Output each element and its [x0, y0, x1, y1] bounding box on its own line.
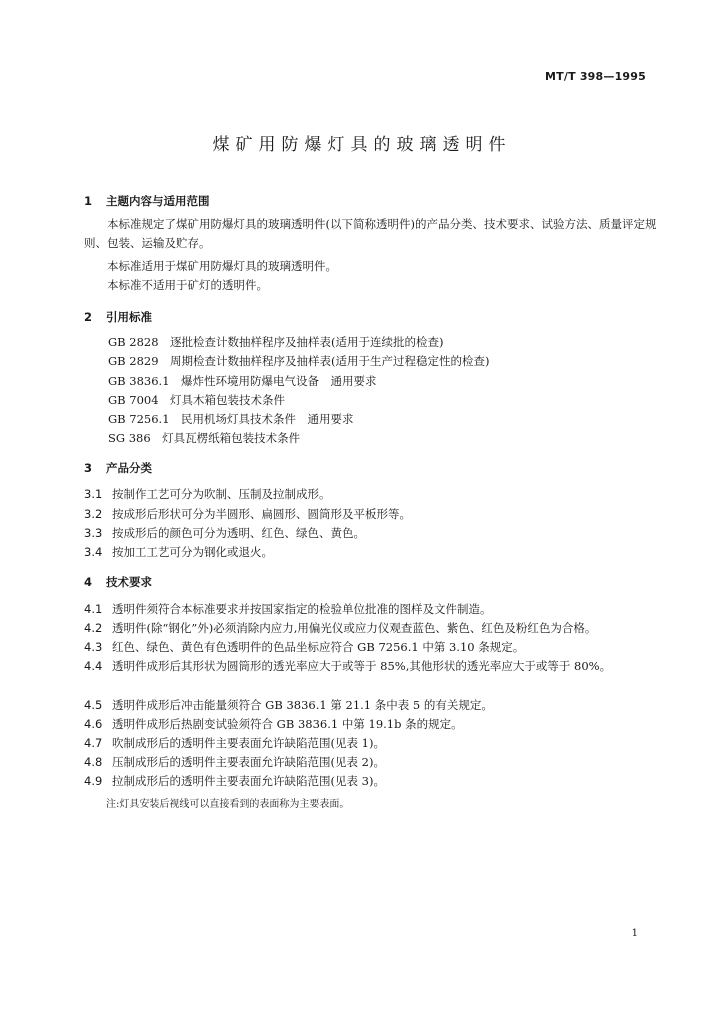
clause-text: 按加工工艺可分为钢化或退火。 [112, 545, 273, 559]
clause-number: 3.4 [84, 545, 103, 559]
clause-text: 透明件成形后热剧变试验须符合 GB 3836.1 中第 19.1b 条的规定。 [112, 717, 463, 731]
document-title: 煤矿用防爆灯具的玻璃透明件 [212, 135, 512, 155]
section-number: 1 [84, 194, 93, 208]
standard-code: MT/T 398—1995 [545, 70, 646, 83]
clause-number: 4.5 [84, 698, 103, 712]
clause-text: 透明件(除“钢化”外)必须消除内应力,用偏光仪或应力仪观查蓝色、紫色、红色及粉红色为合格。 [112, 621, 597, 635]
page-number: 1 [631, 928, 638, 939]
clause-text: 透明件成形后冲击能量须符合 GB 3836.1 第 21.1 条中表 5 的有关规定。 [112, 698, 493, 712]
paragraph: 本标准不适用于矿灯的透明件。 [107, 278, 268, 292]
section-4-heading [84, 574, 152, 590]
section-number: 4 [84, 575, 93, 589]
clause-number: 4.9 [84, 774, 103, 788]
clause-number: 4.6 [84, 717, 103, 731]
clause-item [84, 600, 658, 619]
section-title: 技术要求 [106, 575, 152, 589]
clause-text: 透明件须符合本标准要求并按国家指定的检验单位批准的图样及文件制造。 [112, 602, 492, 616]
reference-item: GB 2829 周期检查计数抽样程序及抽样表(适用于生产过程稳定性的检查) [108, 354, 490, 368]
clause-number: 3.2 [84, 507, 103, 521]
clause-number: 4.1 [84, 602, 103, 616]
clause-item [84, 696, 658, 715]
clause-item [84, 543, 658, 562]
paragraph: 本标准适用于煤矿用防爆灯具的玻璃透明件。 [107, 259, 337, 273]
section-2-heading [84, 309, 152, 325]
clause-number: 4.8 [84, 755, 103, 769]
section-title: 主题内容与适用范围 [106, 194, 210, 208]
clause-number: 4.7 [84, 736, 103, 750]
clause-number: 3.1 [84, 487, 103, 501]
clause-number: 3.3 [84, 526, 103, 540]
clause-text: 红色、绿色、黄色有色透明件的色品坐标应符合 GB 7256.1 中第 3.10 条规定。 [112, 640, 525, 654]
reference-item: SG 386 灯具瓦楞纸箱包装技术条件 [108, 431, 301, 445]
section-title: 引用标准 [106, 310, 152, 324]
clause-number: 4.2 [84, 621, 103, 635]
clause-text: 拉制成形后的透明件主要表面允许缺陷范围(见表 3)。 [112, 774, 385, 788]
clause-item [84, 619, 658, 638]
clause-number: 4.4 [84, 659, 103, 673]
clause-item [84, 505, 658, 524]
paragraph: 本标准规定了煤矿用防爆灯具的玻璃透明件(以下简称透明件)的产品分类、技术要求、试验方法、质量评定规则、包装、运输及贮存。 [84, 217, 657, 250]
clause-item [84, 485, 658, 504]
clause-text: 按成形后的颜色可分为透明、红色、绿色、黄色。 [112, 526, 365, 540]
clause-item [84, 715, 658, 734]
clause-item [84, 734, 658, 753]
clause-number: 4.3 [84, 640, 103, 654]
clause-text: 吹制成形后的透明件主要表面允许缺陷范围(见表 1)。 [112, 736, 385, 750]
section-3-heading [84, 460, 152, 476]
section-number: 2 [84, 310, 93, 324]
clause-item [84, 524, 658, 543]
clause-item [84, 772, 658, 791]
reference-item: GB 7004 灯具木箱包装技术条件 [108, 393, 286, 407]
section-1-heading [84, 193, 210, 209]
section-title: 产品分类 [106, 461, 152, 475]
section-number: 3 [84, 461, 93, 475]
clause-item [84, 638, 658, 657]
reference-item: GB 3836.1 爆炸性环境用防爆电气设备 通用要求 [108, 374, 377, 388]
reference-item: GB 2828 逐批检查计数抽样程序及抽样表(适用于连续批的检查) [108, 335, 444, 349]
clause-item [84, 657, 658, 676]
note-text: 注:灯具安装后视线可以直接看到的表面称为主要表面。 [106, 799, 350, 810]
clause-text: 压制成形后的透明件主要表面允许缺陷范围(见表 2)。 [112, 755, 385, 769]
clause-text: 按成形后形状可分为半圆形、扁圆形、圆筒形及平板形等。 [112, 507, 411, 521]
reference-item: GB 7256.1 民用机场灯具技术条件 通用要求 [108, 412, 354, 426]
clause-text: 按制作工艺可分为吹制、压制及拉制成形。 [112, 487, 331, 501]
clause-text: 透明件成形后其形状为圆筒形的透光率应大于或等于 85%,其他形状的透光率应大于或等于 80%。 [112, 659, 612, 673]
clause-item [84, 753, 658, 772]
